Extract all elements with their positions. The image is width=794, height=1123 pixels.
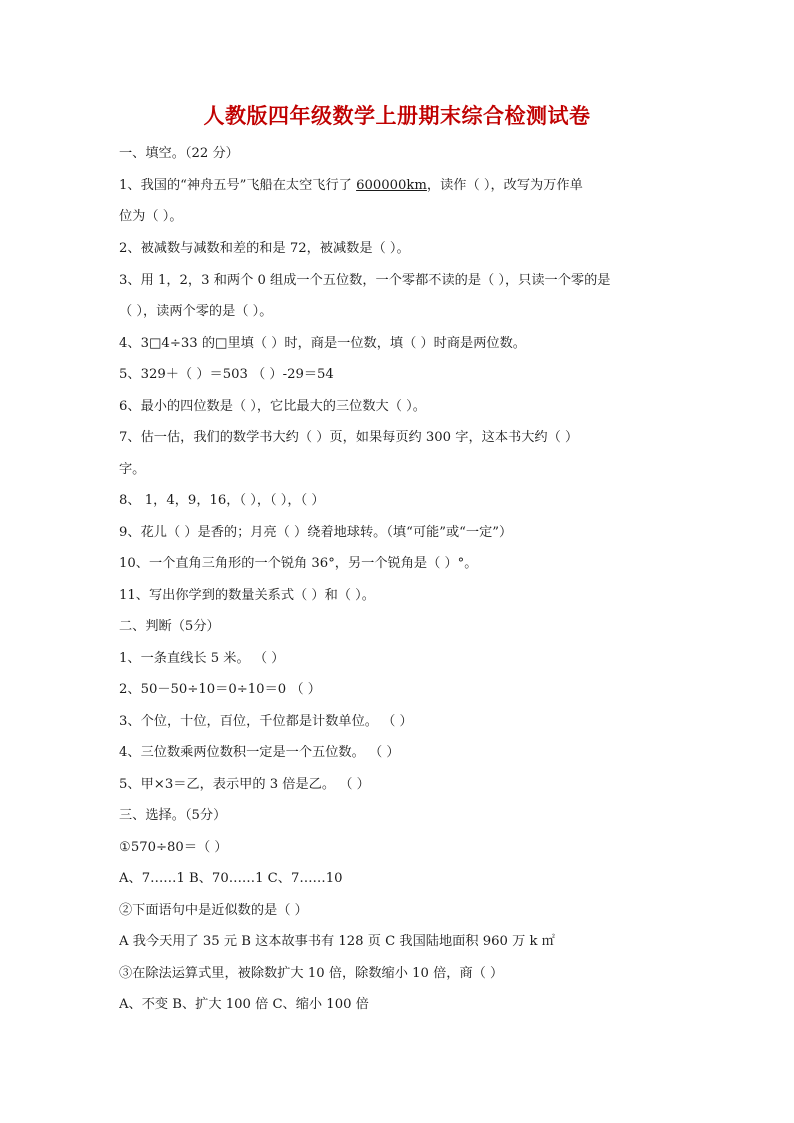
fill-q6: 6、最小的四位数是（ ），它比最大的三位数大（ ）。 [119, 399, 426, 414]
fill-q1-number: 600000km [356, 178, 427, 193]
fill-q7-line1: 7、估一估，我们的数学书大约（ ）页，如果每页约 300 字，这本书大约（ ） [119, 430, 579, 445]
fill-q3-line2: （ ），读两个零的是（ ）。 [119, 304, 273, 319]
judge-q4: 4、三位数乘两位数积一定是一个五位数。 （ ） [119, 745, 400, 760]
fill-q1-text-pre: 1、我国的“神舟五号”飞船在太空飞行了 [119, 178, 357, 193]
fill-q3-line1: 3、用 1，2，3 和两个 0 组成一个五位数，一个零都不读的是（ ），只读一个零的是 [119, 273, 611, 288]
exam-title: 人教版四年级数学上册期末综合检测试卷 [203, 104, 591, 128]
judge-q5: 5、甲×3＝乙，表示甲的 3 倍是乙。 （ ） [119, 777, 370, 792]
fill-q8: 8、 1，4，9，16，（ ），（ ），（ ） [119, 493, 325, 508]
fill-q2: 2、被减数与减数和差的和是 72，被减数是（ ）。 [119, 241, 410, 256]
choice-q2: ②下面语句中是近似数的是（ ） [119, 903, 308, 918]
fill-q5: 5、329＋（ ）＝503 （ ）-29＝54 [119, 367, 334, 382]
fill-q10: 10、一个直角三角形的一个锐角 36°，另一个锐角是（ ）°。 [119, 556, 478, 571]
judge-q3: 3、个位，十位，百位，千位都是计数单位。 （ ） [119, 714, 413, 729]
fill-q9: 9、花儿（ ）是香的；月亮（ ）绕着地球转。（填“可能”或“一定”） [119, 525, 513, 540]
fill-q1-line2: 位为（ ）。 [119, 209, 183, 224]
choice-q1: ①570÷80＝（ ） [119, 840, 228, 855]
choice-q2-options: A 我今天用了 35 元 B 这本故事书有 128 页 C 我国陆地面积 960 万 k ㎡ [119, 934, 555, 949]
choice-q1-options: A、7……1 B、70……1 C、7……10 [119, 871, 343, 886]
fill-q1-line1 [119, 177, 679, 195]
choice-q3-options: A、不变 B、扩大 100 倍 C、缩小 100 倍 [119, 997, 369, 1012]
section-judge-heading: 二、判断（5分） [119, 619, 220, 634]
fill-q11: 11、写出你学到的数量关系式（ ）和（ ）。 [119, 588, 375, 603]
judge-q2: 2、50－50÷10＝0÷10＝0 （ ） [119, 682, 321, 697]
choice-q3: ③在除法运算式里，被除数扩大 10 倍，除数缩小 10 倍，商（ ） [119, 966, 504, 981]
fill-q4: 4、3□4÷33 的□里填（ ）时，商是一位数，填（ ）时商是两位数。 [119, 336, 526, 351]
section-fill-heading: 一、填空。（22 分） [119, 146, 239, 161]
judge-q1: 1、一条直线长 5 米。 （ ） [119, 651, 285, 666]
fill-q1-text-post: ，读作（ ），改写为万作单 [426, 178, 583, 193]
section-choice-heading: 三、选择。（5分） [119, 808, 227, 823]
fill-q7-line2: 字。 [119, 462, 146, 477]
